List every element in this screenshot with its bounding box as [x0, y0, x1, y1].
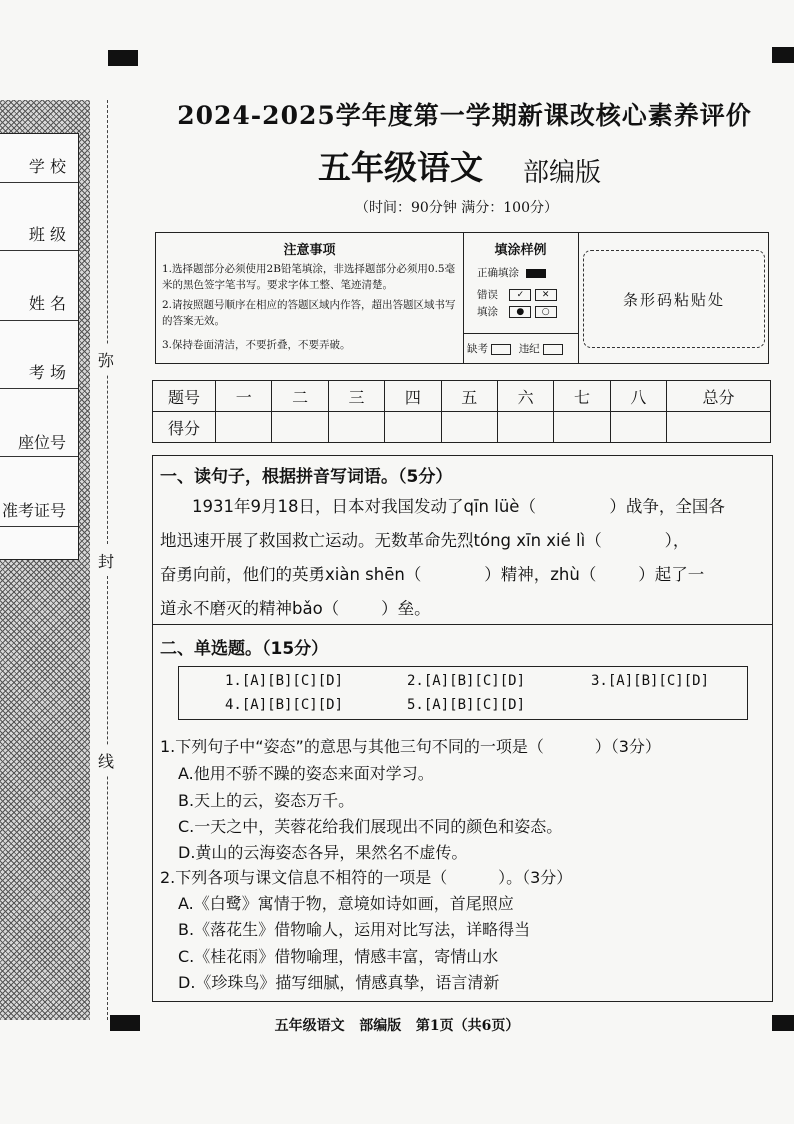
- question-1-stem: 1.下列句子中“姿态”的意思与其他三句不同的一项是（ ）（3分）: [160, 737, 661, 756]
- score-col-5: 五: [441, 381, 497, 412]
- question-2-option-d: D.《珍珠鸟》描写细腻，情感真挚，语言清新: [178, 973, 500, 992]
- barcode-panel: [579, 233, 768, 363]
- edition-label: 部编版: [523, 158, 602, 188]
- binding-char-feng: 封: [98, 546, 114, 575]
- score-cell-2[interactable]: [272, 412, 328, 443]
- wrong-fill-label-1: 错误: [477, 289, 498, 301]
- info-label-class: 班 级: [28, 225, 66, 244]
- answer-option-2[interactable]: 2.[A][B][C][D]: [407, 673, 526, 689]
- score-cell-total[interactable]: [667, 412, 771, 443]
- info-label-seat-number: 座位号: [17, 433, 66, 452]
- info-label-exam-room: 考 场: [28, 363, 66, 382]
- notice-title: 注意事项: [283, 243, 336, 258]
- alignment-marker-top-left: [108, 50, 138, 66]
- question-1-option-c: C.一天之中，芙蓉花给我们展现出不同的颜色和姿态。: [178, 817, 563, 836]
- info-label-school: 学 校: [28, 157, 66, 176]
- score-table-header-label: 题号: [153, 381, 216, 412]
- fill-example-panel: [463, 233, 579, 363]
- section-1-title: 一、读句子，根据拼音写词语。（5分）: [160, 467, 453, 487]
- notice-item-2: 2.请按照题号顺序在相应的答题区域内作答，超出答题区域书写的答案无效。: [162, 299, 456, 327]
- answer-option-1[interactable]: 1.[A][B][C][D]: [225, 673, 344, 689]
- exam-title: 2024-2025学年度第一学期新课改核心素养评价: [177, 101, 752, 130]
- score-table-header-row: [153, 381, 771, 412]
- passage-line-1: 1931年9月18日，日本对我国发动了qīn lüè（ ）战争，全国各: [192, 497, 725, 516]
- absent-label: 缺考: [467, 343, 488, 355]
- time-info: （时间：90分钟 满分：100分）: [355, 200, 558, 216]
- cross-mark-icon: ✕: [535, 289, 557, 301]
- question-1-option-b: B.天上的云，姿态万千。: [178, 791, 355, 810]
- info-label-admission-number: 准考证号: [1, 501, 66, 520]
- question-2-option-a: A.《白鹭》寓情于物，意境如诗如画，首尾照应: [178, 894, 514, 913]
- notice-item-3: 3.保持卷面清洁，不要折叠，不要弄破。: [162, 339, 351, 351]
- passage-line-4: 道永不磨灭的精神bǎo（ ）垒。: [160, 599, 431, 618]
- notice-instructions: [156, 233, 464, 363]
- score-col-6: 六: [497, 381, 553, 412]
- score-table-score-row: [153, 412, 771, 443]
- score-cell-4[interactable]: [385, 412, 441, 443]
- subject-title: 五年级语文: [318, 148, 483, 187]
- question-2-option-b: B.《落花生》借物喻人，运用对比写法，详略得当: [178, 920, 531, 939]
- absent-checkbox[interactable]: [491, 344, 511, 355]
- score-cell-3[interactable]: [328, 412, 384, 443]
- violation-checkbox[interactable]: [543, 344, 563, 355]
- notice-box: [155, 232, 769, 364]
- score-cell-5[interactable]: [441, 412, 497, 443]
- binding-char-xian: 线: [98, 746, 114, 775]
- filled-dot-icon: ●: [509, 306, 531, 318]
- check-mark-icon: ✓: [509, 289, 531, 301]
- score-col-4: 四: [385, 381, 441, 412]
- info-label-name: 姓 名: [28, 294, 66, 313]
- score-col-2: 二: [272, 381, 328, 412]
- score-col-1: 一: [216, 381, 272, 412]
- score-cell-7[interactable]: [554, 412, 610, 443]
- score-table: [152, 380, 771, 443]
- question-2-option-c: C.《桂花雨》借物喻理，情感丰富，寄情山水: [178, 947, 499, 966]
- question-1-option-d: D.黄山的云海姿态各异，果然名不虚传。: [178, 843, 468, 862]
- answer-sheet-box: [178, 666, 748, 720]
- question-2-stem: 2.下列各项与课文信息不相符的一项是（ ）。（3分）: [160, 868, 573, 887]
- correct-fill-label: 正确填涂: [477, 267, 519, 279]
- passage-line-3: 奋勇向前，他们的英勇xiàn shēn（ ）精神，zhù（ ）起了一: [160, 565, 705, 584]
- answer-option-4[interactable]: 4.[A][B][C][D]: [225, 697, 344, 713]
- score-cell-8[interactable]: [610, 412, 666, 443]
- correct-fill-mark: [526, 269, 546, 278]
- empty-circle-icon: ○: [535, 306, 557, 318]
- score-col-3: 三: [328, 381, 384, 412]
- passage-line-2: 地迅速开展了救国救亡运动。无数革命先烈tóng xīn xié lì（ ），: [160, 531, 690, 550]
- score-col-8: 八: [610, 381, 666, 412]
- section-1-passage: [160, 490, 762, 626]
- answer-option-5[interactable]: 5.[A][B][C][D]: [407, 697, 526, 713]
- score-cell-6[interactable]: [497, 412, 553, 443]
- score-row-label: 得分: [153, 412, 216, 443]
- score-col-7: 七: [554, 381, 610, 412]
- section-2-title: 二、单选题。（15分）: [160, 639, 329, 659]
- binding-char-mi: 弥: [98, 345, 114, 374]
- score-col-total: 总分: [667, 381, 771, 412]
- barcode-label: 条形码粘贴处: [622, 291, 725, 309]
- answer-option-3[interactable]: 3.[A][B][C][D]: [591, 673, 710, 689]
- violation-label: 违纪: [518, 343, 540, 355]
- wrong-fill-label-2: 填涂: [477, 306, 498, 318]
- student-info-box: [0, 133, 79, 560]
- page-footer: 五年级语文 部编版 第1页（共6页）: [274, 1018, 520, 1034]
- alignment-marker-top-right: [772, 47, 794, 63]
- notice-item-1: 1.选择题部分必须使用2B铅笔填涂，非选择题部分必须用0.5毫米的黑色签字笔书写。要求字体工整、笔迹清楚。: [162, 263, 456, 291]
- fill-example-title: 填涂样例: [494, 243, 547, 258]
- barcode-area: [583, 250, 765, 348]
- question-1-option-a: A.他用不骄不躁的姿态来面对学习。: [178, 764, 434, 783]
- score-cell-1[interactable]: [216, 412, 272, 443]
